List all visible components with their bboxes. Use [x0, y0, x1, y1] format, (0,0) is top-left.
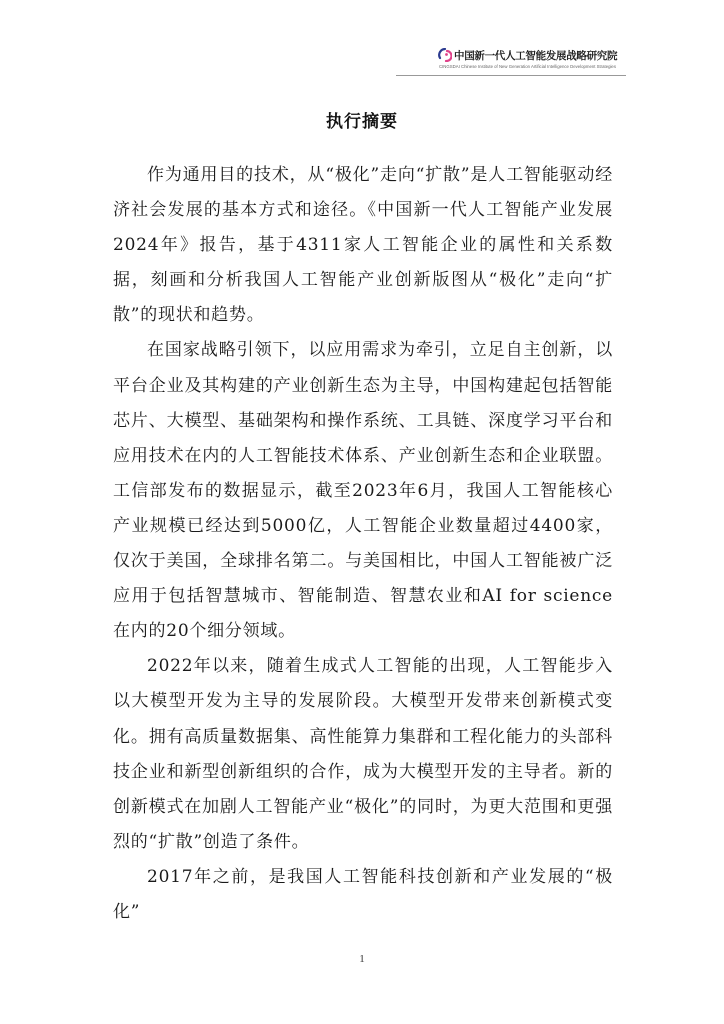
paragraph-1: 作为通用目的技术，从“极化”走向“扩散”是人工智能驱动经济社会发展的基本方式和途径。《中国新一代人工智能产业发展2024年》报告，基于4311家人工智能企业的属性和关系数据，刻画和分析我国人工智能产业创新版图从“极化”走向“扩散”的现状和趋势。	[113, 165, 613, 326]
paragraph-3: 2022年以来，随着生成式人工智能的出现，人工智能步入以大模型开发为主导的发展阶段。大模型开发带来创新模式变化。拥有高质量数据集、高性能算力集群和工程化能力的头部科技企业和新型创新组织的合作，成为大模型开发的主导者。新的创新模式在加剧人工智能产业“极化”的同时，为更大范围和更强烈的“扩散”创造了条件。	[113, 656, 613, 852]
document-header	[438, 44, 620, 76]
institute-logo-icon	[438, 48, 452, 62]
institute-name: 中国新一代人工智能发展战略研究院	[454, 50, 618, 62]
header-divider	[396, 75, 626, 76]
page-title: 执行摘要	[326, 112, 398, 132]
paragraph-2: 在国家战略引领下，以应用需求为牵引，立足自主创新，以平台企业及其构建的产业创新生态为主导，中国构建起包括智能芯片、大模型、基础架构和操作系统、工具链、深度学习平台和应用技术在内的人工智能技术体系、产业创新生态和企业联盟。工信部发布的数据显示，截至2023年6月，我国人工智能核心产业规模已经达到5000亿，人工智能企业数量超过4400家，仅次于美国，全球排名第二。与美国相比，中国人工智能被广泛应用于包括智慧城市、智能制造、智慧农业和AI for science在内的20个细分领域。	[113, 340, 613, 642]
page-number: 1	[359, 953, 365, 965]
document-body	[113, 158, 613, 930]
institute-english-name: CINGSDAI Chinese Institute of New Generation Artificial Intelligence Development Strategies	[439, 64, 616, 69]
paragraph-4: 2017年之前，是我国人工智能科技创新和产业发展的“极化”	[113, 866, 613, 922]
